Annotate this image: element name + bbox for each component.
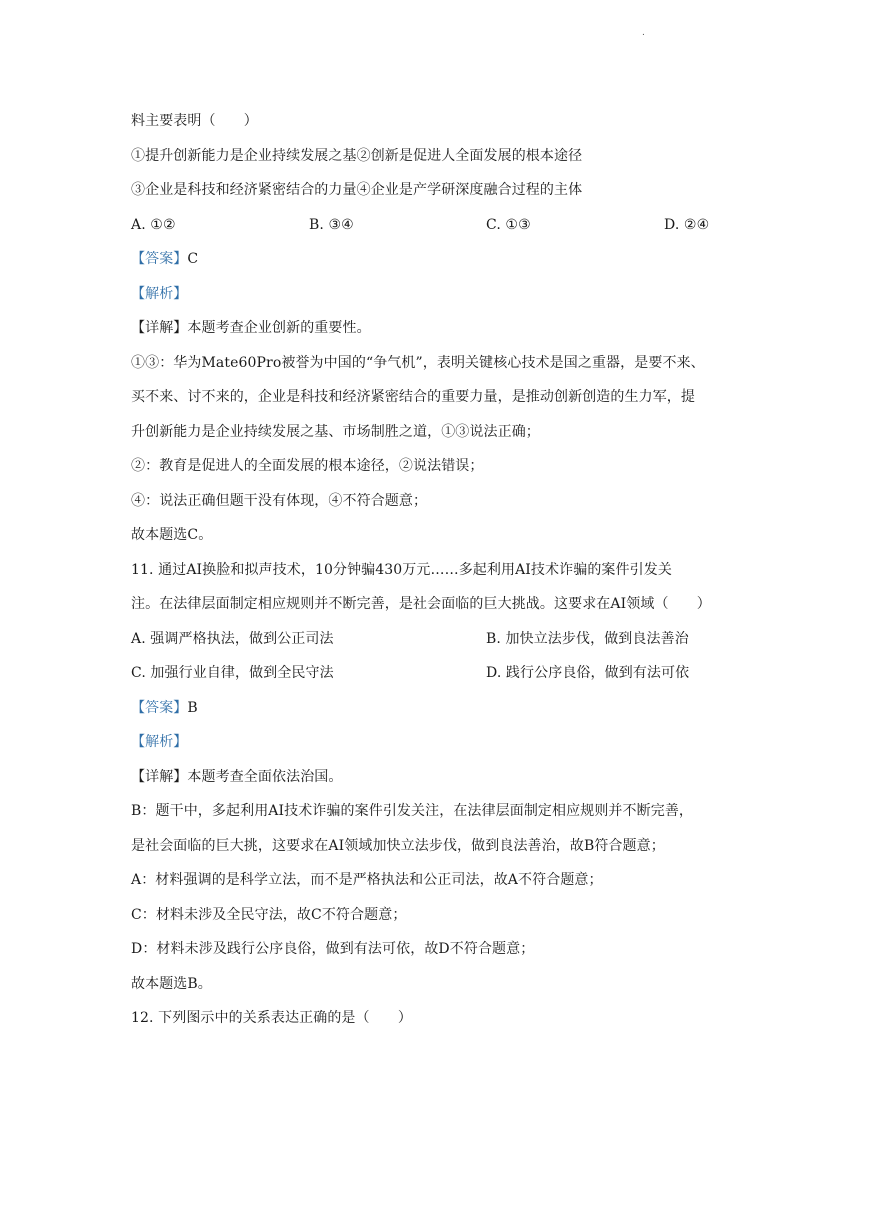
answer-tag: 【答案】 <box>131 699 188 716</box>
option-b: B. ③④ <box>309 216 354 233</box>
detail-line: ④：说法正确但题干没有体现，④不符合题意； <box>131 492 428 509</box>
options-row <box>131 664 741 682</box>
question-10 <box>131 112 741 544</box>
option-d: D. 践行公序良俗，做到有法可依 <box>486 665 690 681</box>
option-c: C. ①③ <box>486 216 531 233</box>
detail-line: 升创新能力是企业持续发展之基、市场制胜之道，①③说法正确； <box>131 423 540 440</box>
answer-tag: 【答案】 <box>131 251 188 267</box>
detail-line: 是社会面临的巨大挑，这要求在AI领域加快立法步伐，做到良法善治，故B符合题意； <box>131 837 665 854</box>
answer-line <box>131 699 741 717</box>
detail-line: C：材料未涉及全民守法，故C不符合题意； <box>131 906 407 923</box>
detail-line: 故本题选B。 <box>131 975 212 992</box>
detail-line: ①③：华为Mate60Pro被誉为中国的“争气机”，表明关键核心技术是国之重器，是要不来、 <box>131 354 705 371</box>
answer-value: C <box>187 251 199 267</box>
header-mark: . <box>642 28 645 38</box>
question-stem: 12. 下列图示中的关系表达正确的是（ ） <box>131 1010 412 1026</box>
document-body <box>131 112 741 1044</box>
question-11 <box>131 561 741 993</box>
question-stem: 11. 通过AI换脸和拟声技术，10分钟骗430万元……多起利用AI技术诈骗的案件引发关 <box>131 561 672 578</box>
question-stem: 料主要表明（ ） <box>131 113 258 129</box>
option-a: A. ①② <box>131 216 176 233</box>
detail-line: D：材料未涉及践行公序良俗，做到有法可依，故D不符合题意； <box>131 941 535 957</box>
statement-line: ①提升创新能力是企业持续发展之基②创新是促进人全面发展的根本途径 <box>131 147 583 164</box>
detail-line: B：题干中，多起利用AI技术诈骗的案件引发关注，在法律层面制定相应规则并不断完善， <box>131 803 694 819</box>
answer-value: B <box>187 699 198 716</box>
option-a: A. 强调严格执法，做到公正司法 <box>131 630 334 647</box>
option-c: C. 加强行业自律，做到全民守法 <box>131 665 334 681</box>
detail-line: 【详解】本题考查全面依法治国。 <box>131 768 343 785</box>
analysis-tag: 【解析】 <box>131 285 188 302</box>
detail-line: 【详解】本题考查企业创新的重要性。 <box>131 320 371 336</box>
detail-line: A：材料强调的是科学立法，而不是严格执法和公正司法，故A不符合题意； <box>131 872 603 888</box>
option-b: B. 加快立法步伐，做到良法善治 <box>486 630 689 647</box>
options-row <box>131 216 741 234</box>
detail-line: 故本题选C。 <box>131 527 213 543</box>
question-stem: 注。在法律层面制定相应规则并不断完善，是社会面临的巨大挑战。这要求在AI领域（ ） <box>131 596 711 612</box>
detail-line: ②：教育是促进人的全面发展的根本途径，②说法错误； <box>131 458 484 474</box>
detail-line: 买不来、讨不来的，企业是科技和经济紧密结合的重要力量，是推动创新创造的生力军，提 <box>131 389 695 405</box>
analysis-tag: 【解析】 <box>131 734 188 750</box>
statement-line: ③企业是科技和经济紧密结合的力量④企业是产学研深度融合过程的主体 <box>131 182 583 198</box>
options-row <box>131 630 741 648</box>
question-12 <box>131 1009 741 1027</box>
option-d: D. ②④ <box>664 216 710 233</box>
answer-line <box>131 250 741 268</box>
